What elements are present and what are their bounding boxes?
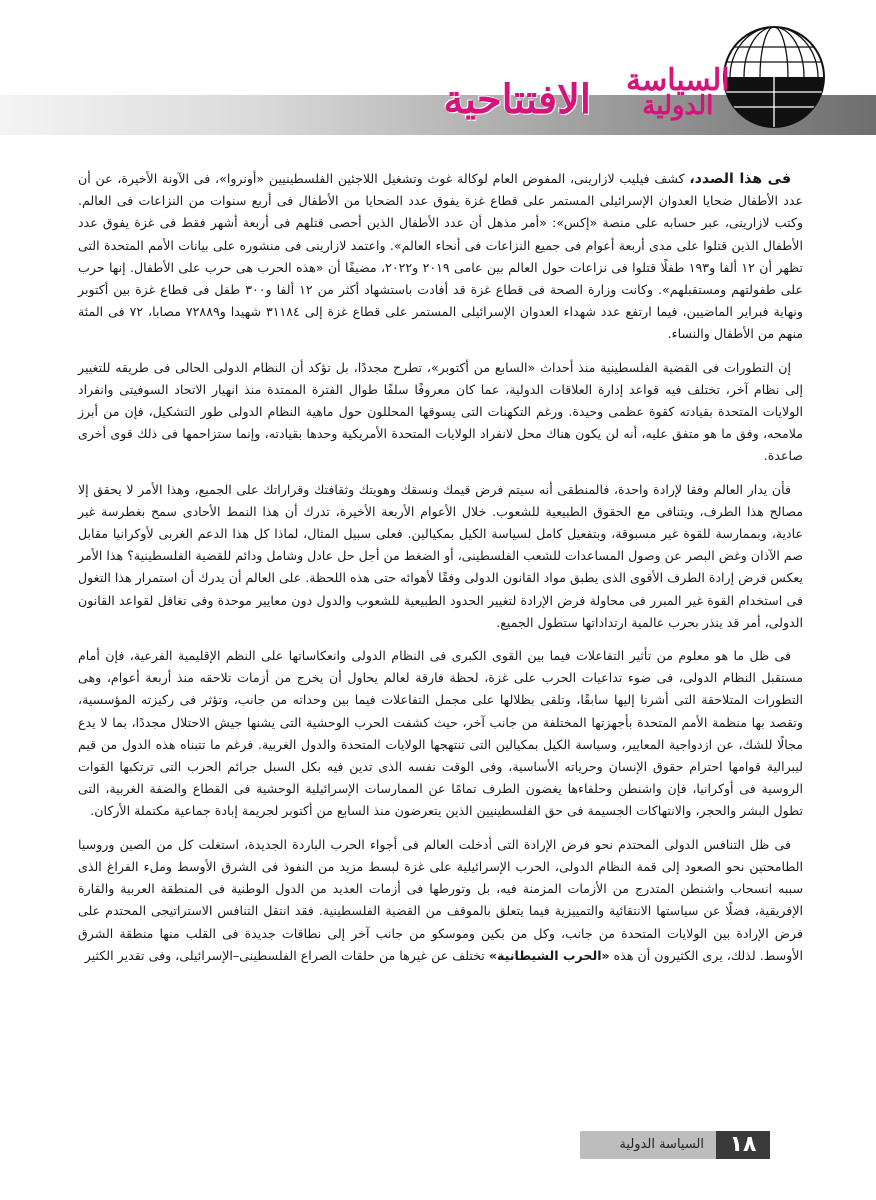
magazine-name: السياسة الدولية (619, 1137, 704, 1152)
lead-phrase: فى هذا الصدد، (689, 171, 791, 187)
paragraph-1 (78, 168, 803, 346)
logo-line-2: الدولية (642, 90, 714, 121)
article-body (78, 168, 803, 978)
magazine-logo (606, 25, 846, 135)
paragraph-5 (78, 834, 803, 967)
emphasized-phrase: «الحرب الشيطانية» (488, 947, 610, 963)
paragraph-3: فأن يدار العالم وفقا لإرادة واحدة، فالمنطقى أنه سيتم فرض قيمك ونسقك وهويتك وثقافتك وقراراتك على الجميع، وهذا الأمر لا يحقق إلا مصالح هذا الطرف، ويتنافى مع الحقوق الطبيعية للشعوب. خلال الأعوام الأربعة الأخيرة، تدرك أن هذا النمط الأحادى سمح بغطرسة غير عادية، وبممارسة للقوة غير مسبوقة، وبتفعيل كامل لسياسة الكيل بمكيالين. فعلى سبيل المثال، لماذا كل هذا الدعم الغربى لأوكرانيا مقابل صم الآذان وغض البصر عن وصول المساعدات للشعب الفلسطينى، أو الضغط من أجل حل عادل وشامل ودائم للقضية الفلسطينية؟ هذا الأمر يعكس فرض إرادة الطرف الأقوى الذى يطبق مواد القانون الدولى وفقًا لأهوائه حتى هذه اللحظة. على العالم أن يدرك أن استمرار هذا التغول فى استخدام القوة غير المبرر فى محاولة فرض الإرادة لتغيير الحدود الطبيعية للشعوب والدول دون معايير موحدة وفى تغافل لقواعد القانون الدولى، أمر قد ينذر بحرب عالمية ارتداداتها ستطول الجميع. (78, 481, 803, 630)
section-title: الافتتاحية (443, 76, 591, 123)
logo-line-1: السياسة (626, 63, 730, 98)
paragraph-1-text: كشف فيليب لازارينى، المفوض العام لوكالة غوث وتشغيل اللاجئين الفلسطينيين «أونروا»، فى الآونة الأخيرة، عن أن عدد الأطفال ضحايا العدوان الإسرائيلى المستمر على قطاع غزة يفوق عدد الضحايا من الأطفال فى أربع سنوات من النزاعات فى العالم. وكتب لازارينى، عبر حسابه على منصة «إكس»: «أمر مذهل أن عدد الأطفال الذين أحصى قتلهم فى أربعة أشهر فقط فى غزة يفوق عدد الأطفال الذين قتلوا على مدى أربعة أعوام فى جميع النزاعات فى أنحاء العالم». واعتمد لازارينى فى منشوره على بيانات الأمم المتحدة التى تظهر أن ١٢ ألفا و١٩٣ طفلًا قتلوا فى نزاعات حول العالم بين عامى ٢٠١٩ و٢٠٢٢، مضيفًا أن «هذه الحرب هى حرب على الأطفال. إنها حرب على طفولتهم ومستقبلهم». وكانت وزارة الصحة فى قطاع غزة قد أفادت باستشهاد أكثر من ١٢ ألفا و٣٠٠ طفل فى قطاع غزة بين أكتوبر ونهاية فبراير الماضيين، فيما ارتفع عدد شهداء العدوان الإسرائيلى المستمر على قطاع غزة إلى ٣١١٨٤ شهيدا و٧٢٨٨٩ مصابا، ٧٢ فى المئة منهم من الأطفال والنساء. (78, 171, 804, 342)
paragraph-5-tail: تختلف عن غيرها من حلقات الصراع الفلسطينى–الإسرائيلى، وفى تقدير الكثير (84, 947, 489, 963)
paragraph-4: فى ظل ما هو معلوم من تأثير التفاعلات فيما بين القوى الكبرى فى النظام الدولى وانعكاساتها على النظم الإقليمية الفرعية، فإن أمام مستقبل النظام الدولى، فى ضوء تداعيات الحرب على غزة، لحظة فارقة لعالم يحاول أن يخرج من أزمات تلاحقه منذ أربعة أعوام، وهى التطورات المتلاحقة التى أشرنا إليها سابقًا، وتلقى بظلالها على مجمل التفاعلات فيما بين وحداته من جانب، وتؤثر فى ركيزته المؤسسية، وتقصد بها منظمة الأمم المتحدة بأجهزتها المختلفة من جانب آخر، حيث كشفت الحرب الوحشية التى يشنها جيش الاحتلال مجددًا، بما لا يدع مجالًا للشك، عن ازدواجية المعايير، وسياسة الكيل بمكيالين التى تنتهجها الولايات المتحدة والدول الغربية. فرغم ما تتبناه هذه الدول من قيم ليبرالية قوامها احترام حقوق الإنسان وحرياته الأساسية، وفى الوقت نفسه الذى تدين فيه بكل السبل جرائم الحرب التى ترتكبها القوات الروسية فى أوكرانيا، فإن واشنطن وحلفاءها يغضون الطرف تمامًا عن الممارسات الإسرائيلية الوحشية فى القطاع والضفة الغربية، التى تطول البشر والحجر، والانتهاكات الجسيمة فى حق الفلسطينيين الذين يتعرضون منذ السابع من أكتوبر لجريمة إبادة جماعية مكتملة الأركان. (78, 648, 803, 819)
paragraph-5-text: فى ظل التنافس الدولى المحتدم نحو فرض الإرادة التى أدخلت العالم فى أجواء الحرب الباردة الجديدة، استغلت كل من الصين وروسيا الطامحتين نحو الصعود إلى قمة النظام الدولى، الحرب الإسرائيلية على غزة لبسط مزيد من النفوذ فى الشرق الأوسط وملء الفراغ الذى سببه انسحاب واشنطن المتدرج من الأزمات المزمنة فيه، بل وتورطها فى أزمات العديد من الدول الوطنية فى المنطقة العربية والقارة الإفريقية، فضلًا عن سياستها الانتقائية والتمييزية فيما يتعلق بالموقف من القضية الفلسطينية. فقد انتقل التنافس الاستراتيجى المحتدم على فرض الإرادة بين الولايات المتحدة من جانب، وكل من بكين وموسكو من جانب آخر إلى نطاقات جديدة فى القلب منها منطقة الشرق الأوسط. لذلك، يرى الكثيرون أن هذه (78, 836, 803, 963)
page-number: ١٨ (716, 1131, 770, 1159)
paragraph-2: إن التطورات فى القضية الفلسطينية منذ أحداث «السابع من أكتوبر»، تطرح مجددًا، بل تؤكد أن النظام الدولى الحالى فى طريقه للتغيير إلى نظام آخر، تختلف فيه قواعد إدارة العلاقات الدولية، عما كان معروفًا سلفًا طوال الفترة الممتدة منذ انهيار الاتحاد السوفيتى وانفراد الولايات المتحدة بقيادته كقوة عظمى وحيدة. ورغم التكهنات التى يسوقها المحللون حول ماهية النظام الدولى طور التشكيل، فإن من أبرز ملامحه، وفق ما هو متفق عليه، أنه لن يكون هناك محل لانفراد الولايات المتحدة الأمريكية وحدها بقيادته، وإنما ستزاحمها فى ذلك قوى أخرى صاعدة. (78, 359, 803, 464)
logo-wordmark (626, 65, 730, 120)
page-footer (580, 1131, 770, 1159)
